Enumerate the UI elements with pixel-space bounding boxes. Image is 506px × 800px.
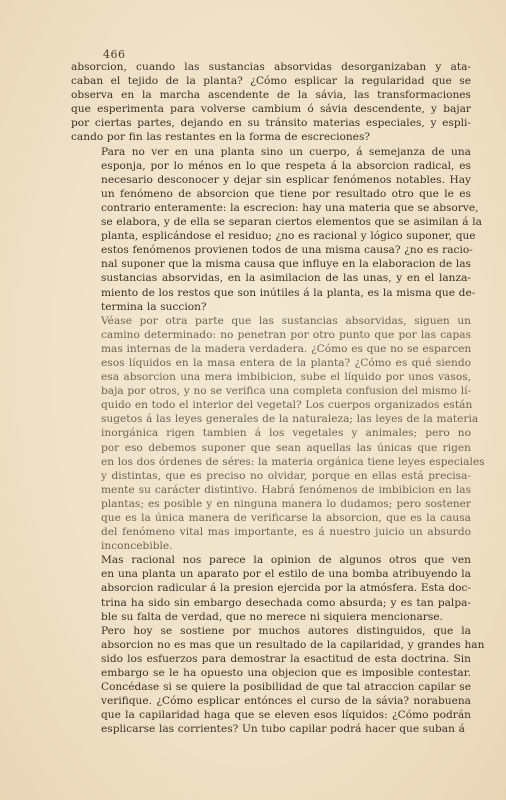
text-line: observa en la marcha ascendente de la sávia, las transformaciones [71, 89, 471, 102]
text-line: que es la única manera de verificarse la absorcion, que es la causa [101, 512, 471, 524]
text-line: verifique. ¿Cómo esplicar entónces el curso de la sávia? norabuena [101, 695, 471, 708]
text-line: baja por otros, y no se verifica una completa confusion del mismo lí- [101, 385, 472, 398]
text-line: absorcion, cuando las sustancias absorvidas desorganizaban y ata- [71, 61, 471, 73]
text-line: por eso debemos suponer que sean aquellas las únicas que rigen [101, 441, 471, 454]
text-line: esos líquidos en la masa entera de la planta? ¿Cómo es qué siendo [101, 356, 471, 369]
text-line: ble su falta de verdad, que no merece ni siquiera mencionarse. [101, 610, 443, 623]
page-number: 466 [103, 48, 126, 61]
text-line: sustancias absorvidas, en la asimilacion de las unas, y en el lanza- [101, 272, 471, 285]
text-line: Pero hoy se sostiene por muchos autores distinguidos, que la [101, 624, 471, 637]
page-body-text [71, 60, 485, 737]
text-line: mente su carácter distintivo. Habrá fenómenos de imbibicion en las [101, 483, 471, 496]
text-line: trina ha sido sin embargo desechada como absurda; y es tan palpa- [101, 596, 471, 609]
text-line: estos fenómenos provienen todos de una misma causa? ¿no es racio- [101, 244, 473, 257]
text-line: absorcion no es mas que un resultado de la capilaridad, y grandes han [101, 638, 485, 651]
text-line: en los dos órdenes de séres: la materia orgánica tiene leyes especiales [101, 455, 485, 468]
text-line: cando por fin las restantes en la forma de escreciones? [71, 131, 371, 144]
text-line: esplicarse las corrientes? Un tubo capilar podrá hacer que suban á [101, 723, 465, 736]
text-line: planta, esplicándose el residuo; ¿no es racional y lógico suponer, que [101, 230, 476, 243]
text-line: Concédase si se quiere la posibilidad de que tal atraccion capilar se [101, 681, 471, 694]
text-line: que la capilaridad haga que se eleven esos líquidos: ¿Cómo podrán [101, 709, 471, 722]
text-line: sido los esfuerzos para demostrar la esactitud de esta doctrina. Sin [101, 652, 471, 665]
text-line: mas internas de la madera verdadera. ¿Cómo es que no se esparcen [101, 342, 472, 355]
text-line: inorgánica rigen tambien á los vegetales y animales; pero no [101, 427, 471, 440]
text-line: y distintas, que es preciso no olvidar, porque en ellas está precisa- [101, 469, 471, 482]
text-line: por ciertas partes, dejando en su tránsito materias especiales, y espli- [71, 117, 471, 130]
text-line: esponja, por lo ménos en lo que respeta á la absorcion radical, es [101, 159, 471, 172]
text-line: contrario enteramente: la escrecion: hay una materia que se absorve, [101, 201, 479, 214]
text-line: un fenómeno de absorcion que tiene por resultado otro que le es [101, 187, 471, 200]
text-line: Véase por otra parte que las sustancias absorvidas, siguen un [101, 314, 471, 327]
text-line: absorcion radicular á la presion ejercida por la atmósfera. Esta doc- [101, 582, 471, 595]
paragraph-p2 [71, 145, 482, 314]
paragraph-p4 [71, 553, 471, 623]
text-line: quido en todo el interior del vegetal? Los cuerpos organizados están [101, 399, 473, 412]
paragraph-p1 [71, 60, 471, 145]
text-line: del fenómeno vital mas importante, es á nuestro juicio un absurdo [101, 526, 471, 539]
text-line: nal suponer que la misma causa que influye en la elaboracion de las [101, 258, 471, 271]
text-line: embargo se le ha opuesto una objecion que es imposible contestar. [101, 667, 471, 680]
text-line: miento de los restos que son inútiles á la planta, es la misma que de- [101, 286, 476, 299]
text-line: caban el tejido de la planta? ¿Cómo esplicar la regularidad que se [71, 75, 471, 88]
paragraph-p3 [71, 314, 485, 554]
text-line: inconcebible. [101, 540, 173, 553]
text-line: termina la succion? [101, 300, 207, 313]
text-line: en una planta un aparato por el estilo de una bomba atribuyendo la [101, 568, 471, 581]
paragraph-p5 [71, 624, 485, 737]
text-line: Para no ver en una planta sino un cuerpo, á semejanza de una [101, 145, 471, 158]
text-line: esa absorcion una mera imbibicion, sube el líquido por unos vasos, [101, 371, 471, 384]
text-line: plantas; es posible y en ninguna manera lo dudamos; pero sostener [101, 497, 471, 510]
text-line: Mas racional nos parece la opinion de algunos otros que ven [101, 554, 471, 567]
text-line: necesario desconocer y dejar sin esplicar fenómenos notables. Hay [101, 173, 471, 186]
text-line: que esperimenta para volverse cambium ó sávia descendente, y bajar [71, 103, 471, 116]
text-line: se elabora, y de ella se separan ciertos elementos que se asimilan á la [101, 216, 482, 229]
text-line: sugetos á las leyes generales de la naturaleza; las leyes de la materia [101, 413, 479, 426]
text-line: camino determinado: no penetran por otro punto que por las capas [101, 328, 471, 341]
